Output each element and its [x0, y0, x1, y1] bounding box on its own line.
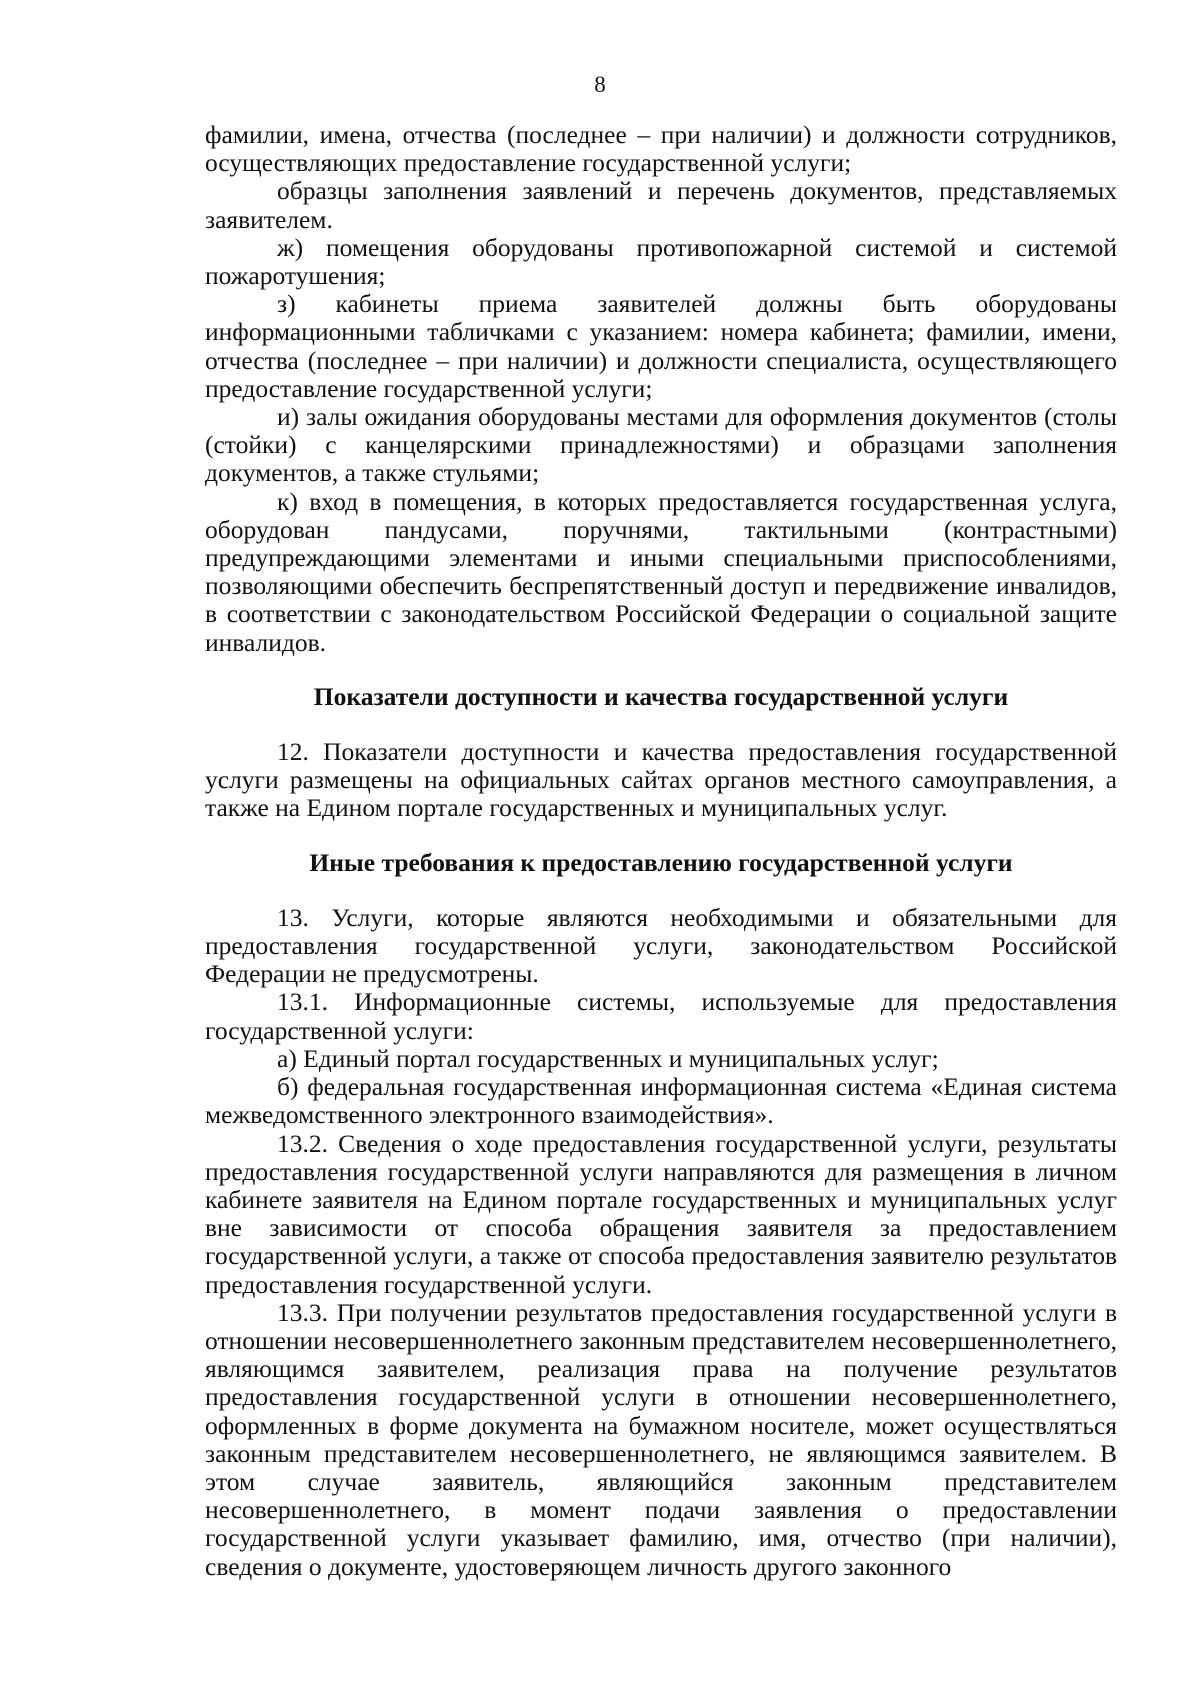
- section-heading-other-requirements: Иные требования к предоставлению государственной услуги: [309, 847, 1013, 877]
- page-number: 8: [594, 72, 606, 97]
- paragraph-section-13-2: 13.2. Сведения о ходе предоставления государственной услуги, результаты предоставления государственной услуги направляются для размещения в личном кабинете заявителя на Едином портале государственных и муниципальных услуг вне зависимости от способа обращения заявителя за предоставлением государственной услуги, а также от способа предоставления заявителю результатов предоставления государственной услуги.: [205, 1128, 1117, 1299]
- paragraph-item-zh: ж) помещения оборудованы противопожарной системой и системой пожаротушения;: [205, 232, 1117, 291]
- paragraph-item-z: з) кабинеты приема заявителей должны быть оборудованы информационными табличками с указанием: номера кабинета; фамилии, имени, отчества (последнее – при наличии) и должности специалиста, осуществляющего предоставление государственной услуги;: [205, 289, 1117, 403]
- paragraph-staff-names: фамилии, имена, отчества (последнее – при наличии) и должности сотрудников, осуществляющих предоставление государственной услуги;: [205, 120, 1117, 178]
- paragraph-form-samples: образцы заполнения заявлений и перечень документов, представляемых заявителем.: [205, 176, 1117, 234]
- section-heading-accessibility: Показатели доступности и качества государственной услуги: [313, 681, 1009, 711]
- paragraph-item-i: и) залы ожидания оборудованы местами для оформления документов (столы (стойки) с канцелярскими принадлежностями) и образцами заполнения документов, а также стульями;: [205, 402, 1117, 488]
- paragraph-section-13: 13. Услуги, которые являются необходимыми и обязательными для предоставления государственной услуги, законодательством Российской Федерации не предусмотрены.: [205, 902, 1117, 989]
- paragraph-item-k: к) вход в помещения, в которых предоставляется государственная услуга, оборудован пандусами, поручнями, тактильными (контрастными) предупреждающими элементами и иными специальными приспособлениями, позволяющими обеспечить беспрепятственный доступ и передвижение инвалидов, в соответствии с законодательством Российской Федерации о социальной защите инвалидов.: [205, 486, 1117, 657]
- paragraph-section-12: 12. Показатели доступности и качества предоставления государственной услуги размещены на официальных сайтах органов местного самоуправления, а также на Едином портале государственных и муниципальных услуг.: [205, 737, 1117, 823]
- paragraph-item-a: а) Единый портал государственных и муниципальных услуг;: [277, 1043, 939, 1073]
- paragraph-section-13-1: 13.1. Информационные системы, используемые для предоставления государственной услуги:: [205, 987, 1117, 1045]
- spacer: [205, 823, 1117, 849]
- spacer: [205, 657, 1117, 683]
- paragraph-item-b: б) федеральная государственная информационная система «Единая система межведомственного электронного взаимодействия».: [205, 1072, 1117, 1130]
- paragraph-section-13-3: 13.3. При получении результатов предоставления государственной услуги в отношении несовершеннолетнего законным представителем несовершеннолетнего, являющимся заявителем, реализация права на получение результатов предоставления государственной услуги в отношении несовершеннолетнего, оформленных в форме документа на бумажном носителе, может осуществляться законным представителем несовершеннолетнего, не являющимся заявителем. В этом случае заявитель, являющийся законным представителем несовершеннолетнего, в момент подачи заявления о предоставлении государственной услуги указывает фамилию, имя, отчество (при наличии), сведения о документе, удостоверяющем личность другого законного: [205, 1297, 1117, 1581]
- document-body: [205, 121, 1117, 1581]
- spacer: [205, 877, 1117, 904]
- spacer: [205, 711, 1117, 738]
